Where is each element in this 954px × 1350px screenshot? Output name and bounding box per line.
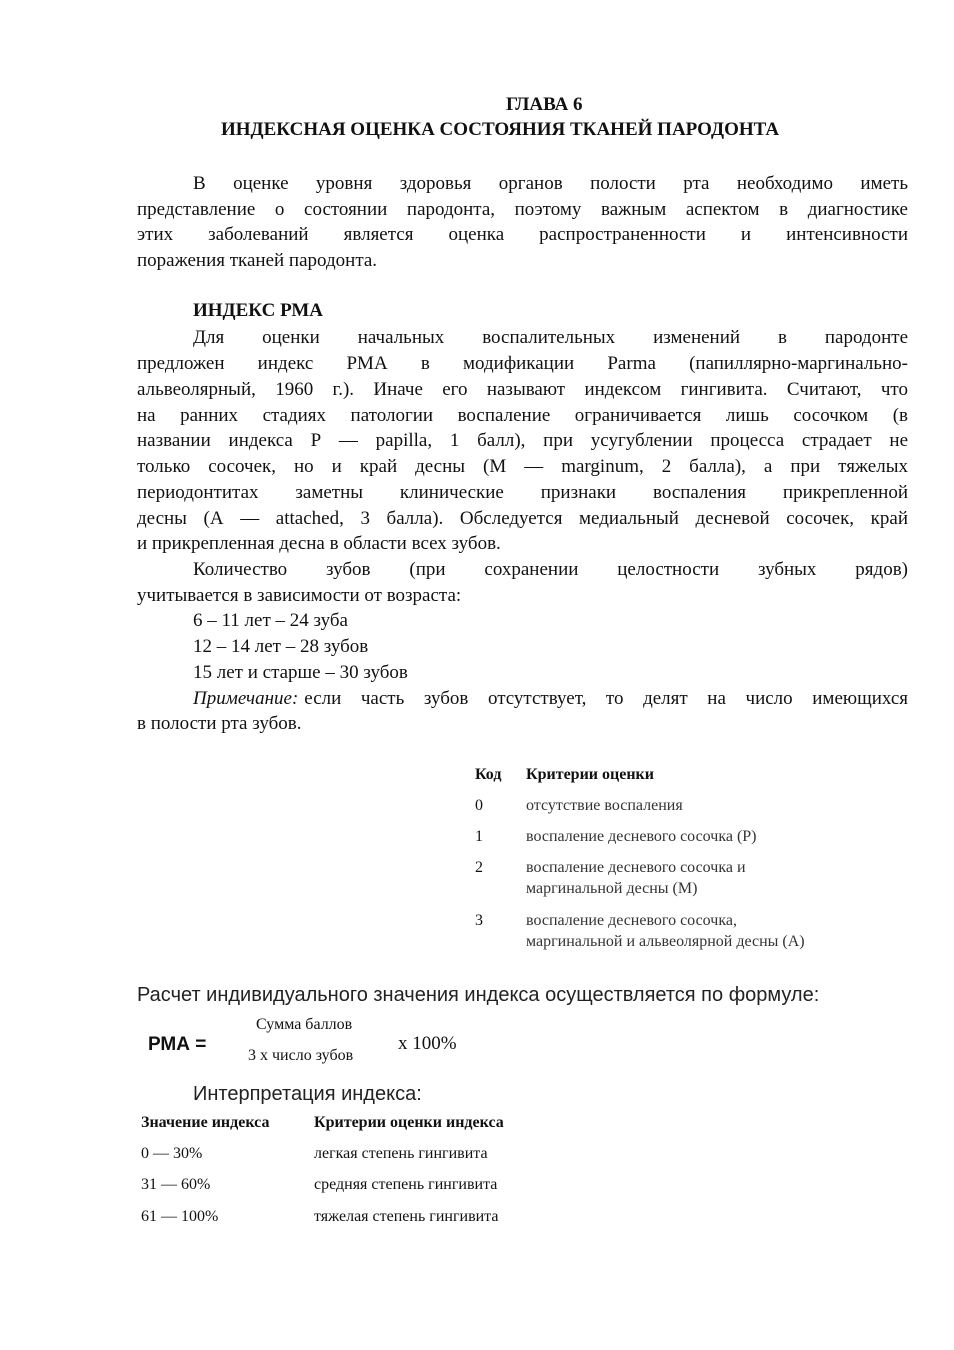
interpretation-criteria-1: средняя степень гингивита — [314, 1176, 498, 1193]
interpretation-value-2: 61 — 100% — [141, 1208, 219, 1225]
formula-multiplier: х 100% — [398, 1033, 457, 1054]
criteria-text-2a: воспаление десневого сосочка и — [526, 859, 746, 876]
criteria-text-3a: воспаление десневого сосочка, — [526, 912, 737, 929]
criteria-text-1: воспаление десневого сосочка (Р) — [526, 828, 757, 845]
p1-line-4: на ранних стадиях патологии воспаление ограничивается лишь сосочком (в — [137, 405, 908, 426]
criteria-code-1: 1 — [475, 828, 483, 845]
note-line-1 — [193, 686, 908, 712]
chapter-title: ИНДЕКСНАЯ ОЦЕНКА СОСТОЯНИЯ ТКАНЕЙ ПАРОДОНТА — [221, 119, 780, 140]
p1-line-3: альвеолярный, 1960 г.). Иначе его называют индексом гингивита. Считают, что — [137, 379, 908, 400]
p1-line-8: десны (А — attached, 3 балла). Обследуется медиальный десневой сосочек, край — [137, 508, 908, 529]
intro-line-2: представление о состоянии пародонта, поэтому важным аспектом в диагностике — [137, 199, 908, 220]
p1-line-9: и прикрепленная десна в области всех зубов. — [137, 533, 501, 554]
age-item-1: 6 – 11 лет – 24 зуба — [193, 610, 348, 631]
interpretation-header-criteria: Критерии оценки индекса — [314, 1114, 504, 1131]
note-line-2: в полости рта зубов. — [137, 713, 302, 734]
interpretation-value-0: 0 — 30% — [141, 1145, 203, 1162]
criteria-text-2b: маргинальной десны (М) — [526, 880, 698, 897]
p1-line-1: Для оценки начальных воспалительных изменений в пародонте — [193, 327, 908, 348]
criteria-header-text: Критерии оценки — [526, 766, 654, 783]
formula-denominator: 3 х число зубов — [248, 1047, 354, 1064]
criteria-text-3b: маргинальной и альвеолярной десны (А) — [526, 933, 805, 950]
criteria-code-0: 0 — [475, 797, 483, 814]
criteria-text-0: отсутствие воспаления — [526, 797, 683, 814]
intro-line-4: поражения тканей пародонта. — [137, 250, 378, 271]
intro-line-1: В оценке уровня здоровья органов полости рта необходимо иметь — [193, 173, 908, 194]
criteria-header-code: Код — [475, 766, 502, 783]
interpretation-title: Интерпретация индекса: — [193, 1083, 422, 1105]
p2-line-2: учитывается в зависимости от возраста: — [137, 585, 462, 606]
note-text: если часть зубов отсутствует, то делят на число имеющихся — [304, 688, 908, 709]
formula-lhs: РМА = — [148, 1034, 207, 1055]
p1-line-7: периодонтитах заметны клинические признаки воспаления прикрепленной — [137, 482, 908, 503]
intro-line-3: этих заболеваний является оценка распространенности и интенсивности — [137, 224, 908, 245]
section-heading: ИНДЕКС РМА — [193, 300, 323, 321]
interpretation-value-1: 31 — 60% — [141, 1176, 211, 1193]
p1-line-2: предложен индекс РМА в модификации Parma (папиллярно-маргинально- — [137, 353, 908, 374]
interpretation-criteria-2: тяжелая степень гингивита — [314, 1208, 499, 1225]
note-label: Примечание: — [193, 688, 299, 709]
p1-line-6: только сосочек, но и край десны (М — marginum, 2 балла), а при тяжелых — [137, 456, 908, 477]
age-item-3: 15 лет и старше – 30 зубов — [193, 662, 408, 683]
age-item-2: 12 – 14 лет – 28 зубов — [193, 636, 369, 657]
formula-intro: Расчет индивидуального значения индекса осуществляется по формуле: — [137, 984, 820, 1006]
criteria-code-2: 2 — [475, 859, 483, 876]
criteria-code-3: 3 — [475, 912, 483, 929]
interpretation-criteria-0: легкая степень гингивита — [314, 1145, 488, 1162]
interpretation-header-value: Значение индекса — [141, 1114, 270, 1131]
p1-line-5: названии индекса Р — papilla, 1 балл), при усугублении процесса страдает не — [137, 430, 908, 451]
formula-numerator: Сумма баллов — [256, 1016, 353, 1033]
chapter-number: ГЛАВА 6 — [506, 94, 583, 115]
p2-line-1: Количество зубов (при сохранении целостности зубных рядов) — [193, 559, 908, 580]
